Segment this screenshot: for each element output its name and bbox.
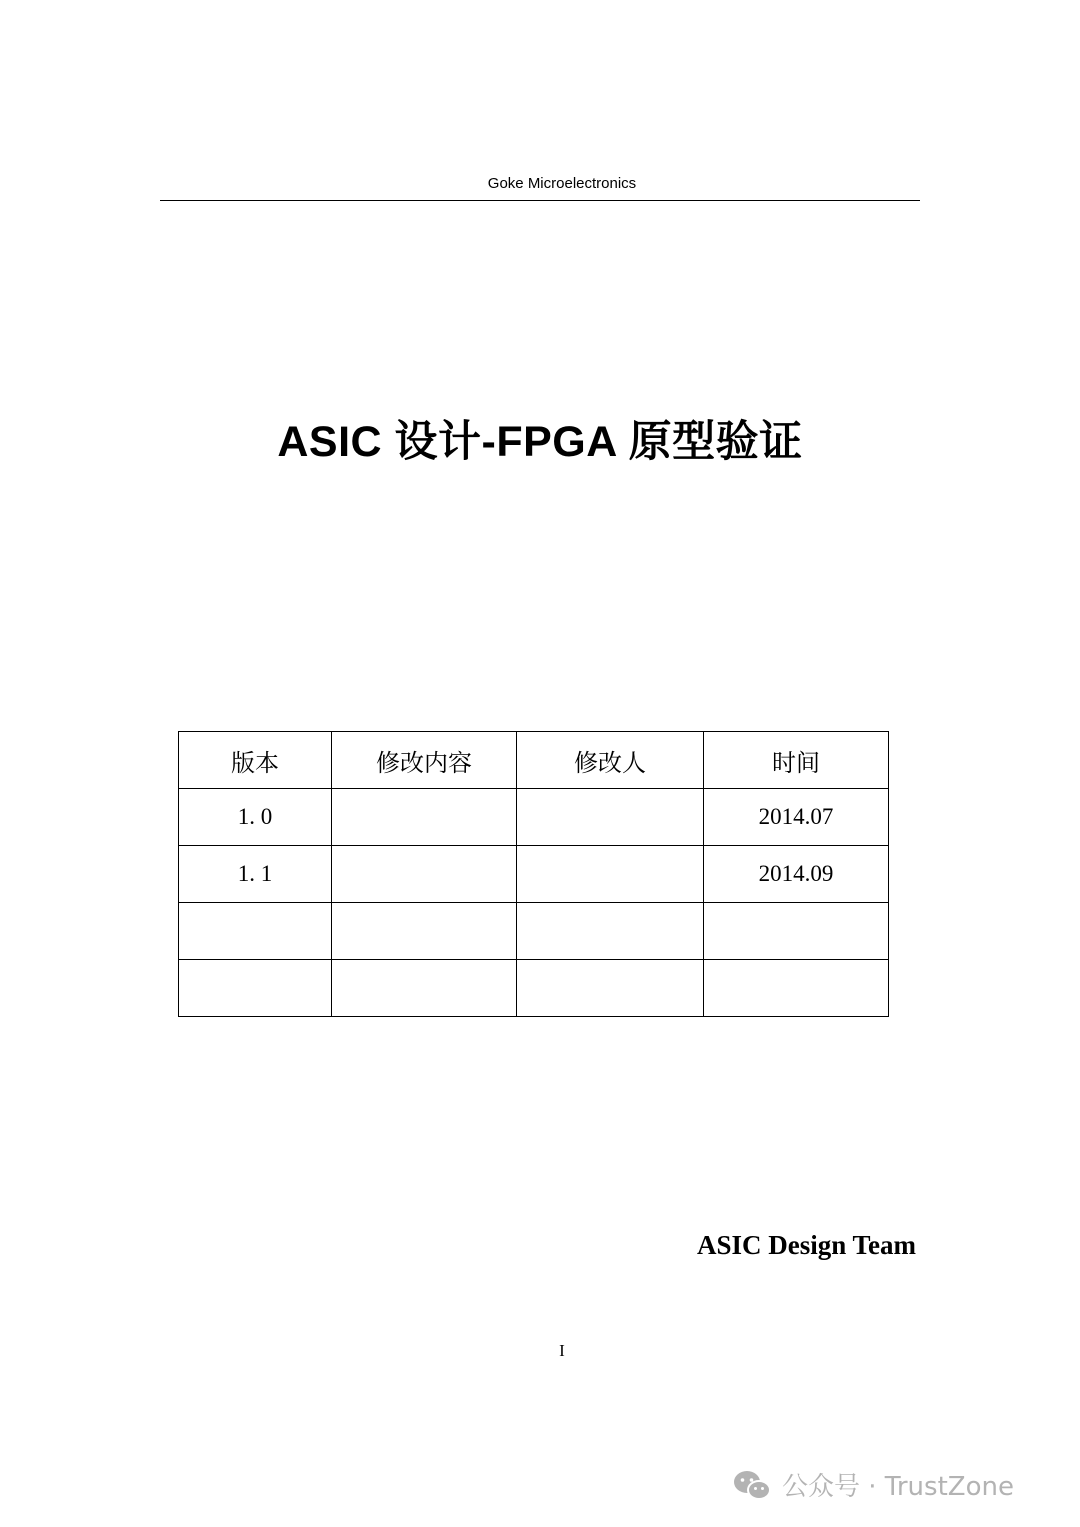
table-cell bbox=[517, 960, 704, 1017]
table-cell: 2014.09 bbox=[704, 846, 889, 903]
column-header-version: 版本 bbox=[179, 732, 332, 789]
table-header-row bbox=[179, 732, 889, 789]
table-cell bbox=[332, 960, 517, 1017]
table-cell bbox=[332, 789, 517, 846]
table-cell bbox=[332, 903, 517, 960]
table-row bbox=[179, 960, 889, 1017]
table-cell bbox=[704, 960, 889, 1017]
page-number: I bbox=[559, 1341, 565, 1360]
table-cell bbox=[332, 846, 517, 903]
wechat-icon bbox=[732, 1469, 772, 1501]
table-cell: 1. 1 bbox=[179, 846, 332, 903]
column-header-date: 时间 bbox=[704, 732, 889, 789]
table-row bbox=[179, 789, 889, 846]
column-header-author: 修改人 bbox=[517, 732, 704, 789]
table-cell bbox=[179, 903, 332, 960]
table-cell: 2014.07 bbox=[704, 789, 889, 846]
revision-table bbox=[178, 731, 889, 1017]
watermark bbox=[732, 1466, 1014, 1503]
column-header-changes: 修改内容 bbox=[332, 732, 517, 789]
table-cell bbox=[517, 903, 704, 960]
table-cell bbox=[704, 903, 889, 960]
document-title: ASIC 设计-FPGA 原型验证 bbox=[277, 418, 803, 466]
table-cell bbox=[517, 789, 704, 846]
watermark-text: 公众号 · TrustZone bbox=[782, 1472, 1014, 1502]
table-row bbox=[179, 846, 889, 903]
table-cell bbox=[179, 960, 332, 1017]
team-name: ASIC Design Team bbox=[696, 1230, 916, 1260]
running-header: Goke Microelectronics bbox=[487, 175, 637, 192]
table-cell: 1. 0 bbox=[179, 789, 332, 846]
table-row bbox=[179, 903, 889, 960]
header-rule bbox=[160, 200, 920, 201]
table-cell bbox=[517, 846, 704, 903]
